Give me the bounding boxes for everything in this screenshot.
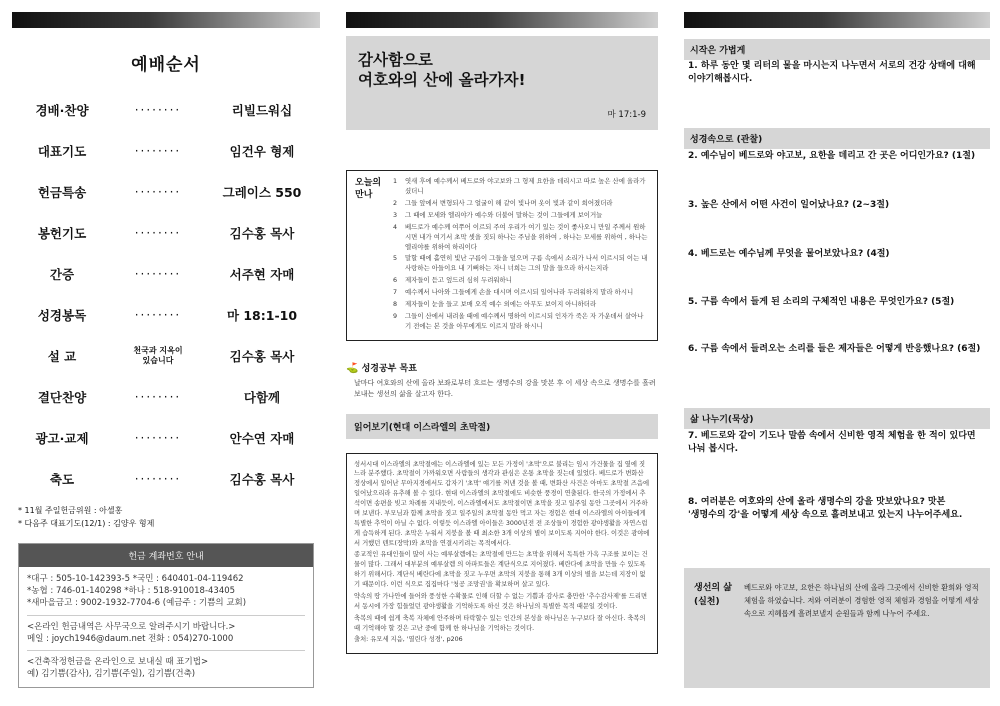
question: 3. 높은 산에서 어떤 사건이 일어났나요? (2~3절) [688, 200, 890, 210]
note-line: * 다음주 대표기도(12/1) : 김양우 형제 [18, 518, 155, 528]
order-row [12, 294, 320, 335]
order-row [12, 171, 320, 212]
reading-paragraph: 종교적인 유대인들이 많이 사는 예루살렘에는 초막절에 만드는 초막을 위해서 독특한 가옥 구조를 보이는 건물이 많다. 그래서 대부분의 예루살렘 의 아파트들은 계단식으로 지어졌다. 베란다에 초막을 만들 수 있도록 하기 위해서다. 계단식 베란다에 초막을 짓고 누우면 초막의 지붕을 통해 3개 이상의 별을 보는데 지장이 없기 때문이다. 이런 식으로 집집마다 '청공 조망권'을 확보하며 살고 있다. [354, 551, 648, 589]
question: 5. 구름 속에서 들게 된 소리의 구체적인 내용은 무엇인가요? (5절) [688, 297, 955, 307]
online-notice-contact: 메일 : joych1946@daum.net 전화 : 054)270-1000 [27, 633, 234, 644]
theme-title-line2: 여호와의 산에 올라가자! [358, 71, 526, 90]
verse-text: 말할 때에 홀연히 빛난 구름이 그들을 덮으며 구름 속에서 소리가 나서 이르시되 이는 내 사랑하는 아들이요 내 기뻐하는 자니 너희는 그의 말을 들으라 하시는지라 [405, 254, 648, 273]
order-item-name: 축도 [49, 471, 75, 487]
questions-column [684, 0, 990, 706]
order-row [12, 335, 320, 376]
worship-order-list [12, 89, 320, 499]
reading-source: 출처: 유모세 지음, '열린다 성경', p206 [354, 636, 463, 644]
section-heading: 시작은 가볍게 [684, 39, 990, 60]
practice-text: 베드로와 야고보, 요한은 하나님의 산에 올라 그곳에서 신비한 환희와 영적 체험을 하였습니다. 저와 여러분이 경험한 영적 체험과 경험을 어떻게 세상 속으로 지혜롭게 흘려보낼지 순원들과 함께 나누어 주세요. [744, 583, 979, 618]
verse-text: 그들 앞에서 변형되사 그 얼굴이 해 같이 빛나며 옷이 빛과 같이 희어졌더라 [405, 198, 613, 207]
bible-study-column [346, 0, 658, 706]
reading-heading: 읽어보기(현대 이스라엘의 초막절) [346, 414, 658, 439]
order-row [12, 89, 320, 130]
offering-heading: 헌금 계좌번호 안내 [19, 544, 313, 567]
order-item-dots: ········ [134, 184, 182, 199]
question: 2. 예수님이 베드로와 야고보, 요한을 데리고 간 곳은 어디인가요? (1절) [688, 151, 976, 161]
order-item-dots: ········ [134, 266, 182, 281]
account-line: *새마을금고 : 9002-1932-7704-6 (예금주 : 기쁨의 교회) [27, 598, 247, 609]
reading-paragraph: 약속의 땅 가나안에 들어와 풍성한 수확물로 인해 더할 수 없는 기쁨과 감사로 충만한 '추수감사제'를 드리면서 동시에 가장 힘들었던 광야생활을 기억하도록 하신 것은 하나님의 특별한 목적 때문일 것이다. [354, 592, 648, 610]
order-row [12, 417, 320, 458]
building-offering-example: 예) 김기쁨(감사), 김기쁨(주일), 김기쁨(건축) [27, 669, 196, 680]
building-offering-title: <건축작정헌금을 온라인으로 보내실 때 표기법> [27, 657, 209, 668]
label-line: 생선의 삶 [694, 583, 732, 593]
offering-body [19, 567, 313, 687]
note-line: * 11월 주일헌금위원 : 아셀홍 [18, 506, 123, 515]
question: 8. 여러분은 여호와의 산에 올라 생명수의 강을 맛보았나요? 맛본 '생명수의 강'을 어떻게 세상 속으로 흘려보내고 있는지 나누어주세요. [688, 497, 963, 521]
verse-text: 제자들이 듣고 엎드려 심히 두려워하니 [405, 276, 512, 285]
account-line: *농협 : 746-01-140298 *하나 : 518-910018-43405 [27, 585, 236, 596]
order-item-name: 광고·교제 [35, 430, 89, 446]
verse-number: 2 [393, 198, 398, 207]
order-item-leader: 김수홍 목사 [229, 225, 295, 241]
label-line: 만나 [355, 190, 373, 201]
question: 1. 하루 동안 몇 리터의 물을 마시는지 나누면서 서로의 건강 상태에 대해 이야기해봅시다. [688, 61, 976, 85]
verse-item [393, 199, 649, 209]
order-item-dots: ········ [134, 307, 182, 322]
verse-item [393, 276, 649, 286]
order-item-leader: 임건우 형제 [229, 143, 295, 159]
verse-number: 4 [393, 222, 398, 231]
reading-paragraph: 축복의 때에 쉽게 축복 자체에 안주하며 타락할수 있는 인간의 본성을 하나님은 누구보다 잘 아신다. 축복의 때 기억해야 할 것은 고난 중에 함께 한 하나님을 기억하는 것이다. [354, 614, 646, 632]
theme-title-line1: 감사함으로 [358, 51, 433, 69]
worship-order-column [12, 0, 320, 706]
verse-list [393, 177, 649, 334]
reading-box [346, 453, 658, 655]
verse-item [393, 300, 649, 310]
section-heading: 삶 나누기(묵상) [684, 408, 990, 429]
verse-text: 예수께서 나아와 그들에게 손을 대시며 이르시되 일어나라 두려워하지 말라 하시니 [405, 288, 634, 297]
order-item-dots: ········ [134, 102, 182, 117]
worship-order-title: 예배순서 [131, 55, 201, 75]
label-line: (실천) [694, 596, 720, 607]
order-item-leader: 다함께 [243, 389, 281, 405]
question: 4. 베드로는 예수님께 무엇을 물어보았나요? (4절) [688, 249, 890, 259]
section-heading: 성경속으로 (관찰) [684, 128, 990, 149]
verse-item [393, 312, 649, 332]
order-item-leader: 리빌드워십 [231, 102, 293, 118]
question: 6. 구름 속에서 들려오는 소리를 들은 제자들은 어떻게 반응했나요? (6절) [688, 344, 981, 354]
order-item-dots: ········ [134, 471, 182, 486]
verse-text: 베드로가 예수께 여쭈어 이르되 주여 우리가 여기 있는 것이 좋사오니 만일 주께서 원하시면 내가 여기서 초막 셋을 짓되 하나는 주님을 위하여 , 하나는 모세를 위하여 , 하나는 엘리야를 위하여 하리이다 [405, 222, 648, 251]
todays-manna-label [355, 177, 393, 334]
order-item-name: 설 교 [47, 348, 77, 364]
scripture-reference: 마 17:1-9 [607, 110, 646, 120]
order-item-name: 경배·찬양 [35, 102, 89, 118]
verse-number: 6 [393, 276, 398, 285]
offering-account-box [18, 543, 314, 688]
verse-item [393, 211, 649, 221]
verse-text: 엿새 후에 예수께서 베드로와 야고보와 그 형제 요한을 데리시고 따로 높은 산에 올라가셨더니 [405, 177, 646, 195]
verse-item [393, 254, 649, 274]
divider [27, 610, 305, 616]
question: 7. 베드로와 같이 기도나 말씀 속에서 신비한 영적 체험을 한 적이 있다면 나눠 봅시다. [688, 431, 976, 455]
order-item-dots: ········ [134, 225, 182, 240]
sermon-title: 천국과 지옥이 있습니다 [133, 345, 183, 365]
verse-text: 그 때에 모세와 엘리야가 예수와 더불어 말하는 것이 그들에게 보이거늘 [405, 210, 603, 219]
verse-item [393, 288, 649, 298]
order-row [12, 253, 320, 294]
order-item-leader: 서주현 자매 [229, 266, 295, 282]
study-goal-title: 성경공부 목표 [361, 363, 417, 374]
verse-item [393, 177, 649, 197]
study-goal-heading [346, 361, 658, 374]
account-line: *대구 : 505-10-142393-5 *국민 : 640401-04-119462 [27, 573, 244, 584]
verse-text: 그들이 산에서 내려올 때에 예수께서 명하여 이르시되 인자가 죽은 자 가운데서 살아나기 전에는 본 것을 아무에게도 이르지 말라 하시니 [405, 312, 644, 330]
todays-manna-box [346, 170, 658, 341]
order-item-name: 성경봉독 [37, 307, 87, 323]
study-goal-text: 날마다 여호와의 산에 올라 보좌로부터 흐르는 생명수의 강을 맛본 후 이 세상 속으로 생명수를 흘려보내는 생선의 삶을 살고자 한다. [354, 378, 656, 398]
practice-box [684, 568, 990, 688]
order-item-leader: 마 18:1-10 [226, 307, 298, 323]
decorative-top-bar [684, 12, 990, 28]
verse-text: 제자들이 눈을 들고 보매 오직 예수 외에는 아무도 보이지 아니하더라 [405, 300, 597, 309]
theme-box [346, 36, 658, 130]
order-item-leader: 안수연 자매 [229, 430, 295, 446]
verse-number: 5 [393, 254, 398, 263]
order-row [12, 130, 320, 171]
order-item-leader: 김수홍 목사 [229, 471, 295, 487]
order-row [12, 212, 320, 253]
order-item-dots: ········ [134, 143, 182, 158]
order-item-name: 봉헌기도 [37, 225, 87, 241]
order-item-leader: 그레이스 550 [222, 184, 302, 200]
practice-label [694, 582, 744, 674]
order-row [12, 376, 320, 417]
verse-item [393, 223, 649, 253]
verse-number: 9 [393, 312, 398, 321]
worship-notes [12, 505, 320, 531]
verse-number: 8 [393, 300, 398, 309]
verse-number: 3 [393, 210, 398, 219]
order-item-leader: 김수홍 목사 [229, 348, 295, 364]
order-item-name: 헌금특송 [37, 184, 87, 200]
verse-number: 1 [393, 177, 398, 185]
golf-flag-icon: ⛳ [346, 362, 359, 374]
order-row [12, 458, 320, 499]
decorative-top-bar [12, 12, 320, 28]
verse-number: 7 [393, 288, 398, 297]
decorative-top-bar [346, 12, 658, 28]
label-line: 오늘의 [355, 178, 382, 188]
order-item-dots: ········ [134, 389, 182, 404]
order-item-dots: ········ [134, 430, 182, 445]
order-item-name: 대표기도 [37, 143, 87, 159]
online-notice-title: <온라인 헌금내역은 사무국으로 알려주시기 바랍니다.> [27, 621, 236, 632]
divider [27, 645, 305, 651]
order-item-name: 결단찬양 [37, 389, 87, 405]
reading-paragraph: 성서시대 이스라엘의 초막절에는 이스라엘에 있는 모든 가정이 '초막'으로 불리는 임시 가건물을 집 옆에 짓느라 분주했다. 초막절이 가까워오면 사람들의 생각과 관심은 온통 초막을 짓는데 있었다. 베드로가 변화산 정상에서 일어난 무아지경에서도 갑자기 '초막' 얘기를 꺼낸 것을 볼 때, 변화산 사건은 아마도 초막절 즈음에 일어났으리라 유추해 볼 수 있다. 현대 이스라엘의 초막절에도 비슷한 풍경이 연출된다. 한국의 가정에서 추석이면 송편을 빚고 차례를 지내듯이, 이스라엘에서도 초막절이면 초막을 짓고 일주일 동안 그곳에서 거주하며 보낸다. 부모님과 함께 초막을 짓고 일주일의 초막절 동안 먹고 자는 경험은 현대 이스라엘의 아이들에게 특별한 추억이 아닐 수 없다. 이렇듯 이스라엘 아이들은 3000년전 전 조상들이 경험한 광야생활을 자연스럽게 습득하게 된다. 초막은 누워서 지붕을 볼 때 최소한 3개 이상의 별이 보이도록 지어야 한다. 이것은 광야에서 거했던 텐트(장막)와 초막을 연결시키려는 목적에서다. [354, 460, 650, 547]
order-item-name: 간증 [49, 266, 75, 282]
